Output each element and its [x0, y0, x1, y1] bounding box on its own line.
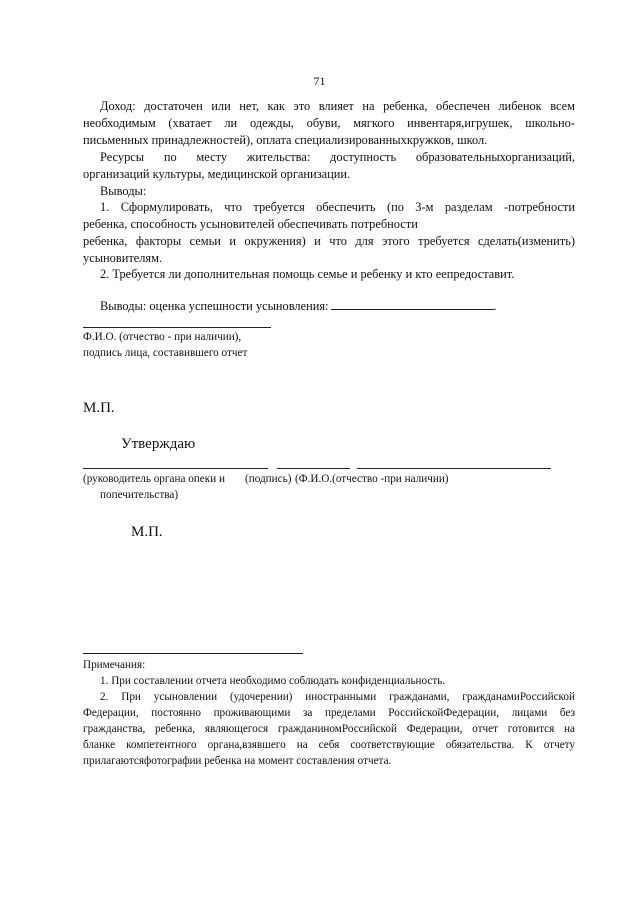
resources-line-1: Ресурсы по месту жительства: доступность образовательныхорганизаций, — [100, 150, 575, 164]
note-2-line-1: 2. При усыновлении (удочерении) иностранными гражданами, гражданамиРоссийской — [100, 691, 575, 703]
item1-line-3: ребенка, факторы семьи и окружения) и что для этого требуется сделать(изменить) — [83, 234, 575, 248]
head-signature-line[interactable] — [83, 468, 268, 469]
stamp-placeholder-1: М.П. — [83, 400, 115, 416]
income-line-1: Доход: достаточен или нет, как это влияет на ребенка, обеспечен либенок всем — [100, 99, 575, 113]
head-sign-label: (подпись) — [245, 473, 292, 485]
head-label-line-1: (руководитель органа опеки и — [83, 473, 225, 485]
item2-line: 2. Требуется ли дополнительная помощь семье и ребенку и кто еепредоставит. — [100, 267, 515, 281]
income-line-2: необходимым (хватает ли одежды, обуви, мягкого инвентаря,игрушек, школьно- — [83, 116, 575, 130]
resources-line-2: организаций культуры, медицинской организации. — [83, 167, 351, 181]
head-fio-line[interactable] — [357, 468, 551, 469]
signature-label: подпись лица, составившего отчет — [83, 347, 248, 359]
note-1: 1. При составлении отчета необходимо соблюдать конфиденциальность. — [100, 675, 446, 687]
stamp-placeholder-2: М.П. — [131, 524, 163, 540]
note-2-line-2: Федерации, постоянно проживающими за пределами РоссийскойФедерации, лицами без — [83, 707, 575, 719]
notes-heading: Примечания: — [83, 659, 146, 671]
notes-separator — [83, 653, 303, 654]
note-2-line-4: бланке компетентного органа,взявшего на себя соответствующие обязательства. К отчету — [83, 739, 575, 751]
head-fio-label: (Ф.И.О.(отчество -при наличии) — [295, 473, 449, 485]
item1-line-2: ребенка, способность усыновителей обеспечивать потребности — [83, 217, 418, 231]
page-number: 71 — [313, 74, 326, 88]
item1-line-1: 1. Сформулировать, что требуется обеспечить (по 3-м разделам -потребности — [100, 200, 575, 214]
income-line-3: письменных принадлежностей), оплата специализированныхкружков, школ. — [83, 133, 488, 147]
signature-line[interactable] — [83, 327, 271, 328]
note-2-line-3: гражданства, ребенка, являющегося гражданиномРоссийской Федерации, отчет готовится на — [83, 723, 575, 735]
head-sign-line[interactable] — [277, 468, 350, 469]
notes-block — [83, 657, 575, 769]
item1-line-4: усыновителям. — [83, 251, 163, 265]
assessment-end: . — [493, 299, 497, 313]
fio-label: Ф.И.О. (отчество - при наличии), — [83, 331, 242, 343]
approve-heading: Утверждаю — [121, 436, 196, 452]
conclusions-heading: Выводы: — [100, 184, 147, 198]
assessment-label: Выводы: оценка успешности усыновления: — [100, 299, 329, 313]
assessment-line — [83, 298, 575, 315]
head-label-line-2: попечительства) — [100, 489, 179, 501]
assessment-blank-field[interactable] — [331, 298, 494, 310]
note-2-line-5: прилагаютсяфотографии ребенка на момент составления отчета. — [83, 755, 392, 767]
